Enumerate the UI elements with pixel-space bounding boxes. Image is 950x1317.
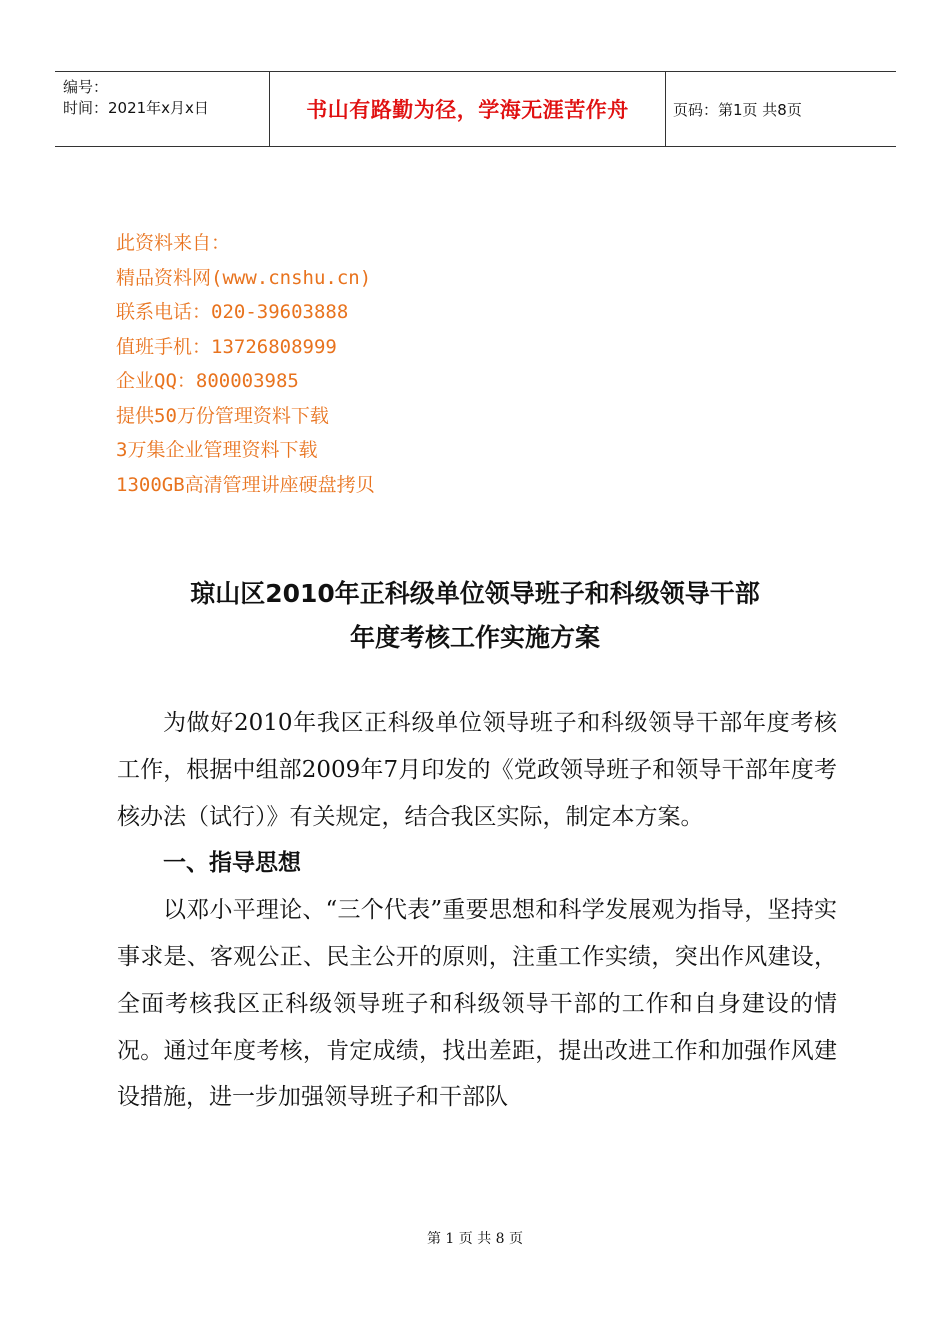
page-header <box>55 71 896 147</box>
section-heading: 一、指导思想 <box>163 850 301 877</box>
source-line: 精品资料网(www.cnshu.cn) <box>116 266 372 289</box>
source-line: 提供50万份管理资料下载 <box>116 404 329 427</box>
source-block <box>116 226 375 502</box>
intro-paragraph: 为做好2010年我区正科级单位领导班子和科级领导干部年度考核工作，根据中组部2009年7月印发的《党政领导班子和领导干部年度考核办法（试行）》有关规定，结合我区实际，制定本方案。 <box>117 710 837 830</box>
source-line: 企业QQ：800003985 <box>116 370 299 392</box>
number-label: 编号： <box>63 78 109 96</box>
source-line: 值班手机：13726808999 <box>116 335 337 358</box>
time-label: 时间：2021年x月x日 <box>63 99 209 117</box>
document-body <box>117 700 837 1121</box>
header-meta <box>55 72 269 146</box>
document-title-line1: 琼山区2010年正科级单位领导班子和科级领导干部 <box>190 579 760 608</box>
source-line: 联系电话：020-39603888 <box>116 301 349 323</box>
motto-text: 书山有路勤为径，学海无涯苦作舟 <box>306 97 629 122</box>
source-line: 3万集企业管理资料下载 <box>116 439 318 461</box>
page-footer: 第 1 页 共 8 页 <box>426 1231 524 1247</box>
document-title-line2: 年度考核工作实施方案 <box>349 623 600 652</box>
page-info: 页码：第1页 共8页 <box>673 100 802 119</box>
source-line: 1300GB高清管理讲座硬盘拷贝 <box>116 473 375 496</box>
header-motto-cell <box>269 72 666 146</box>
source-line: 此资料来自： <box>116 232 231 254</box>
section-paragraph: 以邓小平理论、“三个代表”重要思想和科学发展观为指导，坚持实事求是、客观公正、民主公开的原则，注重工作实绩，突出作风建设，全面考核我区正科级领导班子和科级领导干部的工作和自身建设的情况。通过年度考核，肯定成绩，找出差距，提出改进工作和加强作风建设措施，进一步加强领导班子和干部队 <box>117 897 837 1111</box>
